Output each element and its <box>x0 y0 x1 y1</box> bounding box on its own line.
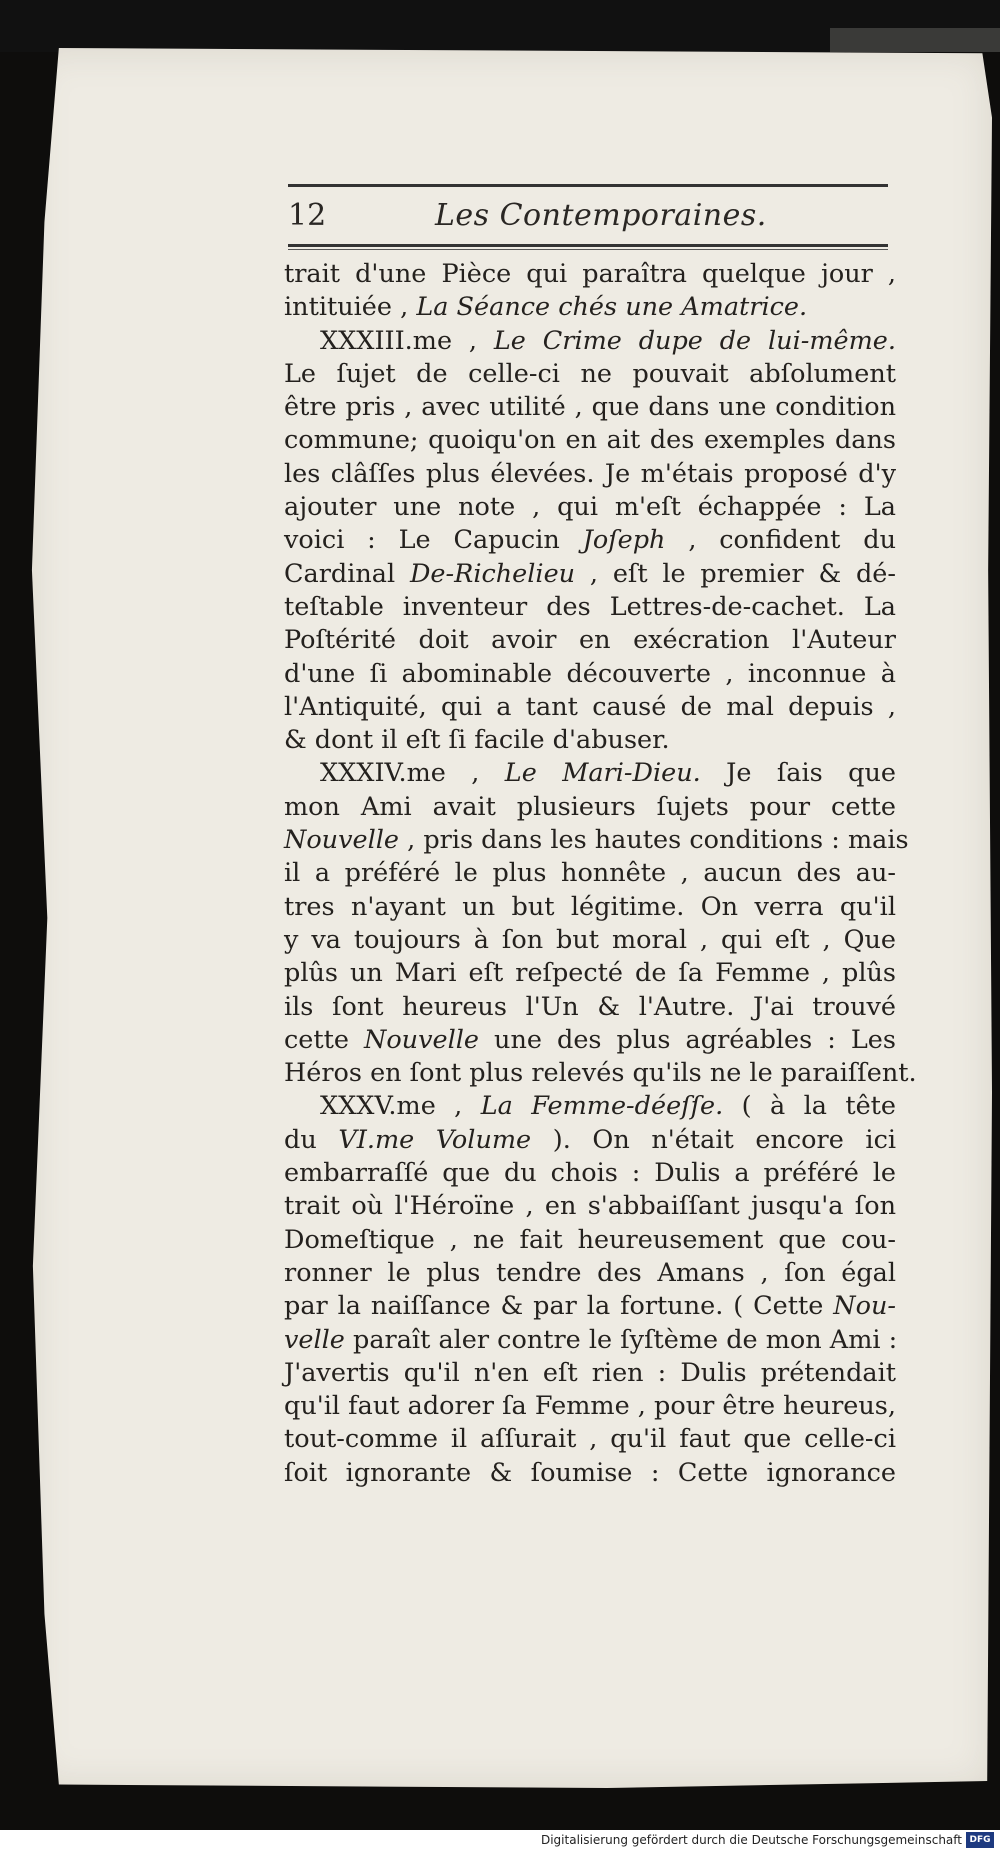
text-run: l'Antiquité, qui a tant causé de mal depuis , <box>284 691 896 722</box>
text-run: ronner le plus tendre des Amans , ſon égal <box>284 1257 896 1288</box>
text-run: Poſtérité doit avoir en exécration l'Auteur <box>284 625 896 656</box>
italic-text: Joſeph <box>582 525 666 556</box>
text-line <box>284 325 896 358</box>
text-run: il a préféré le plus honnête , aucun des au- <box>284 858 896 889</box>
text-run: être pris , avec utilité , que dans une condition <box>284 392 896 423</box>
text-run: , eſt le premier & dé- <box>575 558 896 589</box>
text-line <box>284 291 896 324</box>
text-line <box>284 791 896 824</box>
text-line <box>284 624 896 657</box>
text-line <box>284 824 909 857</box>
text-run: embarraſſé que du chois : Dulis a préféré le <box>284 1158 896 1189</box>
text-line <box>284 691 896 724</box>
scan-top-gray-bar <box>830 28 1000 52</box>
text-line <box>284 458 896 491</box>
text-run: ſoit ignorante & ſoumise : Cette ignorance <box>284 1457 896 1488</box>
text-run: mon Ami avait plusieurs ſujets pour cette <box>284 791 896 822</box>
text-run: d'une ſi abominable découverte , inconnue à <box>284 658 896 689</box>
text-run: y va toujours à ſon but moral , qui eſt , Que <box>284 924 896 955</box>
text-run: intituiée , <box>284 292 417 323</box>
text-run: cette <box>284 1024 364 1055</box>
text-run: paraît aler contre le ſyſtème de mon Ami : <box>344 1324 898 1355</box>
text-line <box>284 1357 896 1390</box>
text-run: les clâſſes plus élevées. Je m'étais proposé d'y <box>284 458 896 489</box>
text-line <box>284 1024 896 1057</box>
text-line <box>284 491 896 524</box>
text-line <box>284 258 896 291</box>
italic-text: De-Richelieu <box>409 558 576 589</box>
header-rule-top <box>288 184 888 187</box>
text-run: tout-comme il aſſurait , qu'il faut que celle-ci <box>284 1424 896 1455</box>
italic-text: Nouvelle <box>284 825 399 856</box>
text-line <box>284 1390 896 1423</box>
text-run: XXXIV.me , <box>320 758 505 789</box>
text-line <box>284 1423 896 1456</box>
italic-text: La Femme-déeſſe. <box>480 1091 724 1122</box>
text-run: ( à la tête <box>723 1091 896 1122</box>
text-line <box>284 658 896 691</box>
text-line <box>284 957 896 990</box>
text-line <box>284 1124 896 1157</box>
text-run: plûs un Mari eſt reſpecté de ſa Femme , plûs <box>284 958 896 989</box>
italic-text: VI.me Volume <box>338 1124 532 1155</box>
text-run: une des plus agréables : Les <box>479 1024 896 1055</box>
text-run: trait où l'Héroïne , en s'abbaiſſant jusqu'a ſon <box>284 1191 896 1222</box>
text-run: par la naiſſance & par la fortune. ( Cette <box>284 1291 834 1322</box>
text-line <box>284 1057 917 1090</box>
text-line <box>284 1257 896 1290</box>
text-line <box>284 891 896 924</box>
text-run: & dont il eſt ſi facile d'abuser. <box>284 725 670 756</box>
italic-text: Le Crime dupe de lui-même. <box>493 325 897 356</box>
body-text <box>284 258 917 1490</box>
text-line <box>284 1157 896 1190</box>
text-run: ). On n'était encore ici <box>531 1124 897 1155</box>
text-run: tres n'ayant un but légitime. On verra qu'il <box>284 891 896 922</box>
digitization-credit: Digitalisierung gefördert durch die Deutsche Forschungsgemeinschaft <box>540 1833 962 1847</box>
header-rule-bottom-thin <box>288 249 888 250</box>
text-run: teſtable inventeur des Lettres-de-cachet. La <box>284 591 896 622</box>
text-line <box>284 924 896 957</box>
text-line <box>284 1224 896 1257</box>
text-run: du <box>284 1124 339 1155</box>
text-line <box>284 757 896 790</box>
text-line <box>284 591 896 624</box>
text-line <box>284 391 896 424</box>
text-run: ils ſont heureus l'Un & l'Autre. J'ai trouvé <box>284 991 896 1022</box>
text-run: , confident du <box>665 525 896 556</box>
text-run: voici : Le Capucin <box>284 525 583 556</box>
text-run: Domeſtique , ne fait heureusement que cou- <box>284 1224 896 1255</box>
text-run: Cardinal <box>284 558 410 589</box>
italic-text: Nou- <box>833 1291 896 1322</box>
text-line <box>284 857 896 890</box>
text-run: XXXV.me , <box>320 1091 481 1122</box>
text-line <box>284 558 896 591</box>
text-run: Le ſujet de celle-ci ne pouvait abſolument <box>284 358 896 389</box>
text-run: XXXIII.me , <box>320 325 494 356</box>
running-title: Les Contemporaines. <box>435 198 767 233</box>
text-run: commune; quoiqu'on en ait des exemples dans <box>284 425 896 456</box>
header-rule-bottom <box>288 244 888 247</box>
text-line <box>284 424 896 457</box>
italic-text: La Séance chés une Amatrice. <box>416 292 808 323</box>
text-run: J'avertis qu'il n'en eſt rien : Dulis prétendait <box>284 1357 896 1388</box>
text-line <box>284 991 896 1024</box>
text-run: , pris dans les hautes conditions : mais <box>399 825 909 856</box>
text-run: qu'il faut adorer ſa Femme , pour être heureus, <box>284 1391 896 1422</box>
italic-text: velle <box>284 1324 345 1355</box>
italic-text: Nouvelle <box>364 1024 479 1055</box>
text-line <box>284 1290 896 1323</box>
text-run: Héros en ſont plus relevés qu'ils ne le paraiſſent. <box>284 1058 917 1089</box>
page-number: 12 <box>288 198 327 233</box>
text-line <box>284 1457 896 1490</box>
dfg-logo-icon: DFG <box>966 1832 994 1848</box>
text-run: Je ſais que <box>700 758 896 789</box>
italic-text: Le Mari-Dieu. <box>504 758 701 789</box>
text-line <box>284 1190 896 1223</box>
text-run: trait d'une Pièce qui paraîtra quelque jour , <box>284 259 896 289</box>
text-run: ajouter une note , qui m'eſt échappée : La <box>284 492 896 523</box>
text-line <box>284 724 896 757</box>
text-line <box>284 1090 896 1123</box>
text-line <box>284 1324 896 1357</box>
text-line <box>284 358 896 391</box>
text-line <box>284 524 896 557</box>
